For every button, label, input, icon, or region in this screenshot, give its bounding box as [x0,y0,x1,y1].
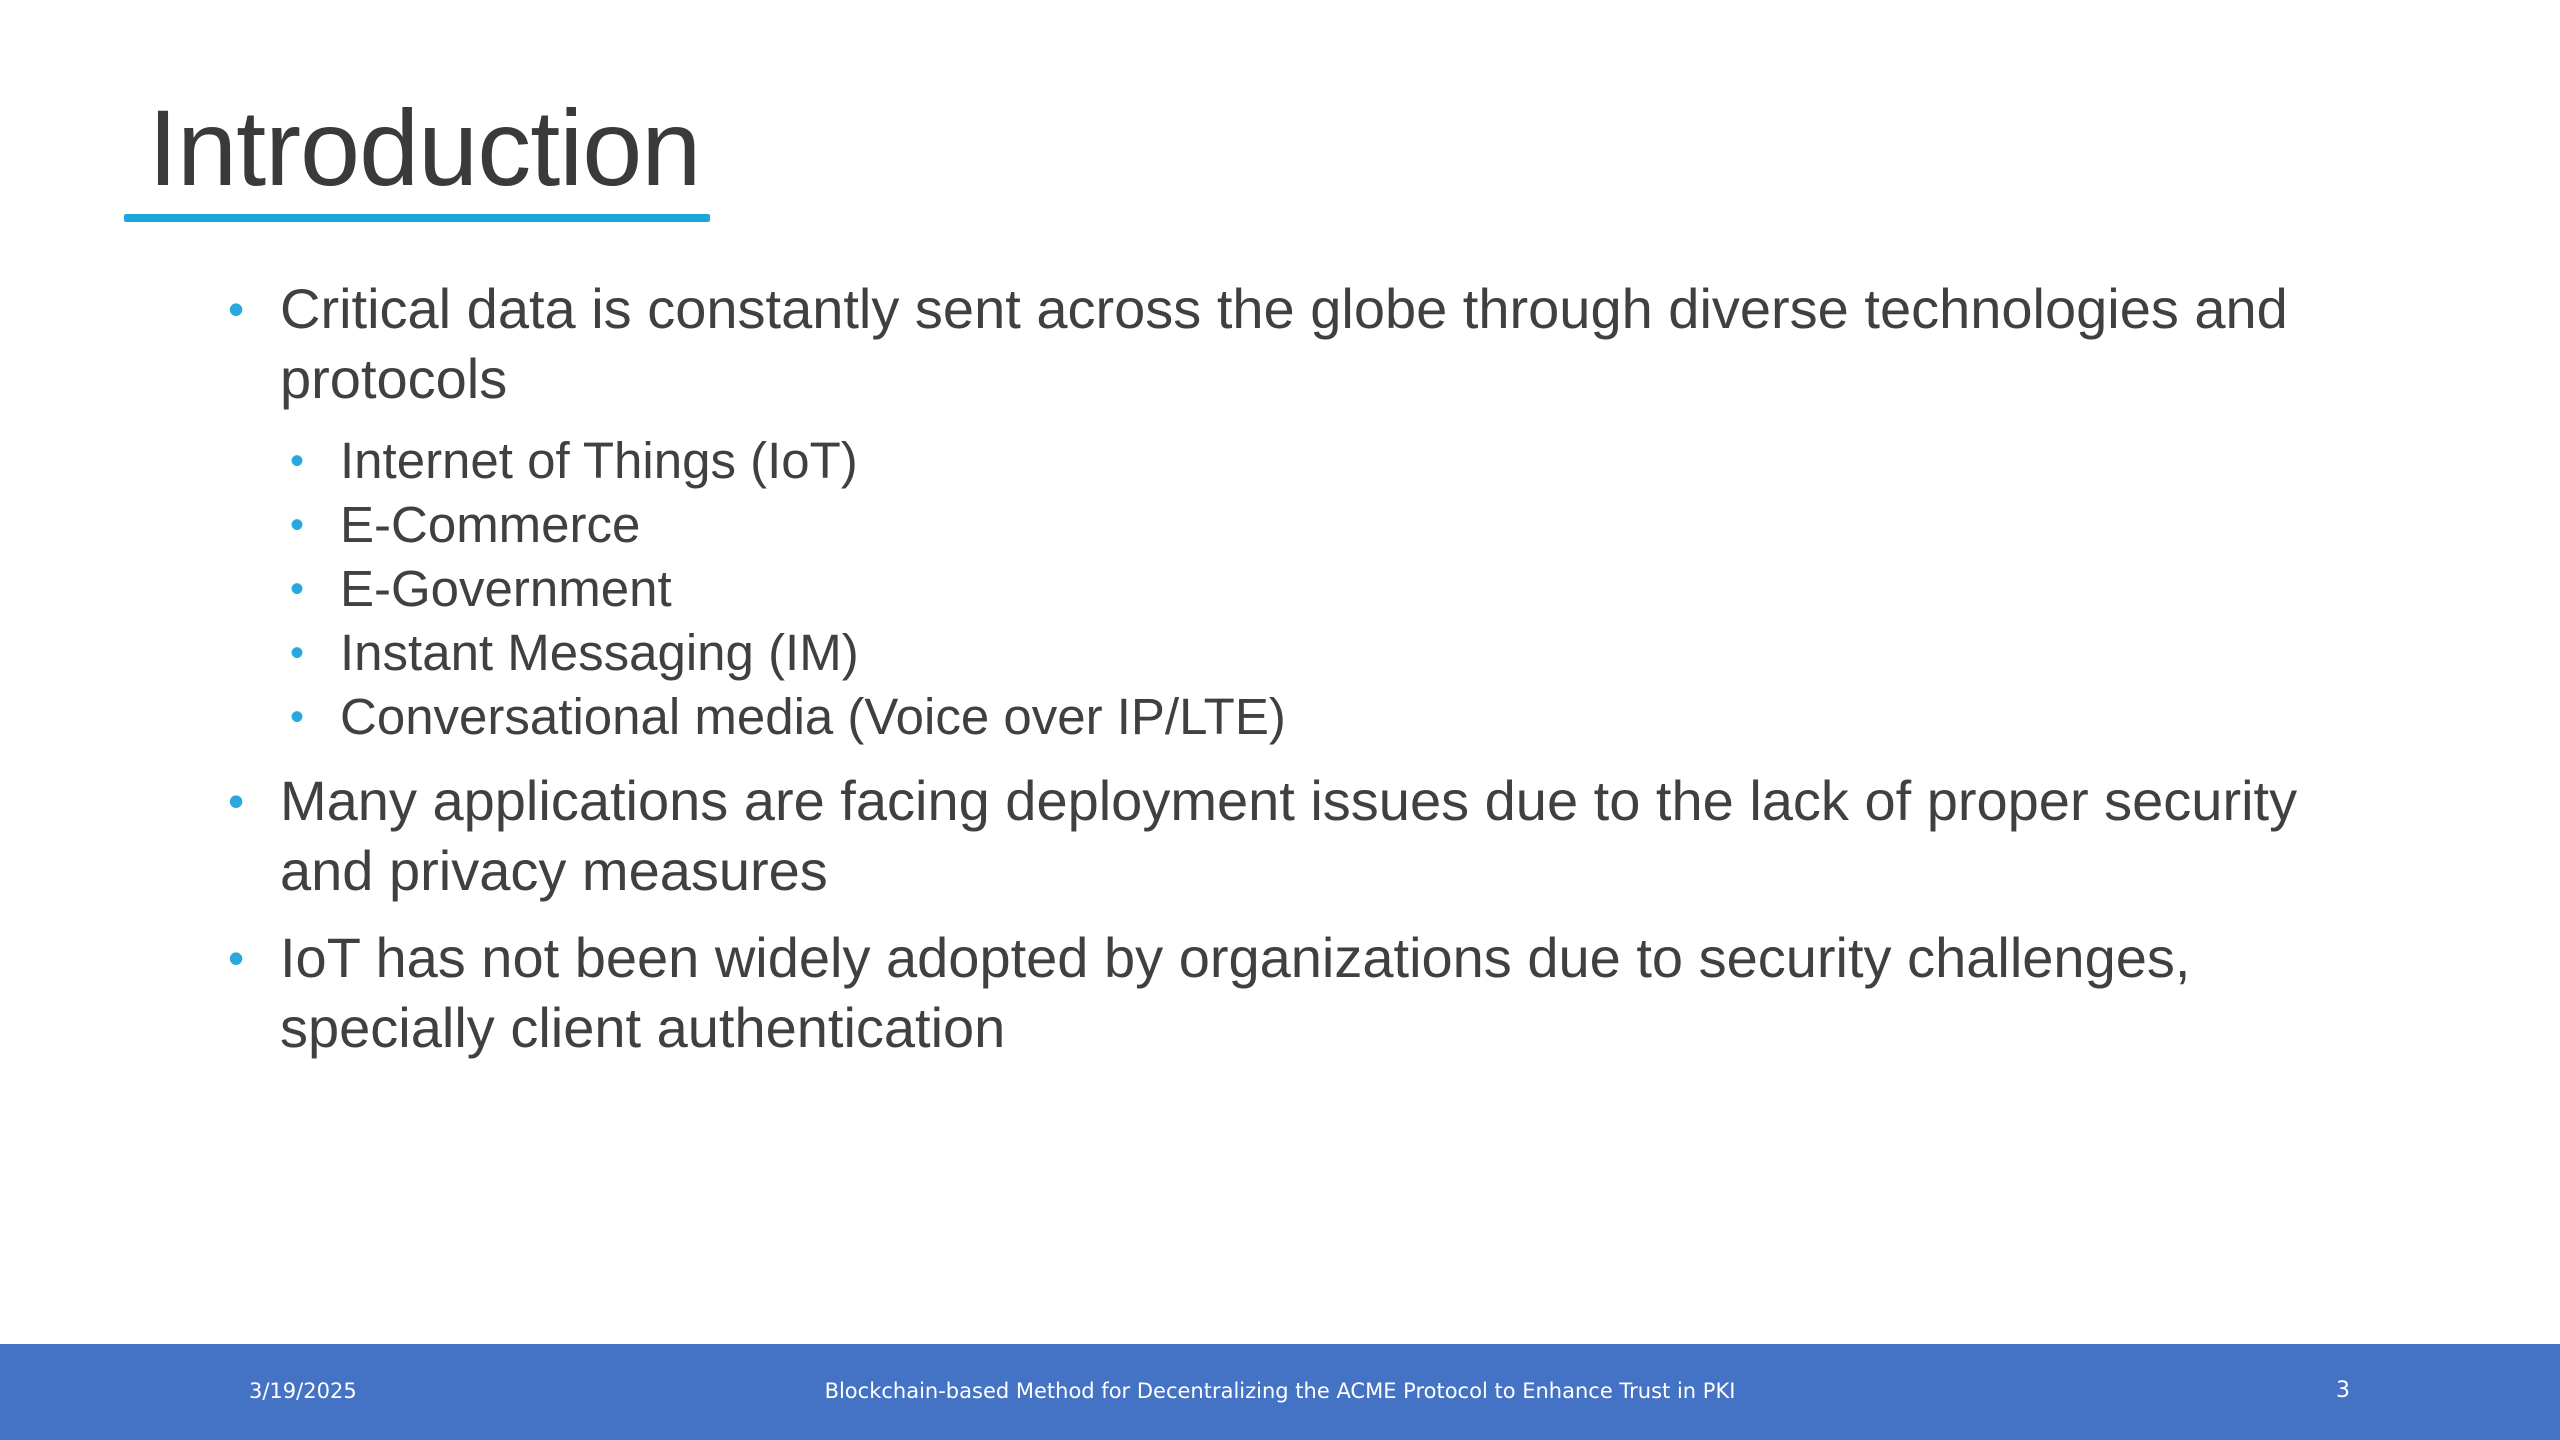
bullet-item-level-1 [228,274,2328,414]
bullet-text: Instant Messaging (IM) [340,624,859,681]
bullet-marker-icon: • [290,439,305,483]
bullet-item-level-2 [290,557,2190,621]
bullet-item-level-2 [290,621,2190,685]
bullet-marker-icon: • [228,283,245,335]
footer-date: 3/19/2025 [249,1379,357,1403]
bullet-text: IoT has not been widely adopted by organizations due to security challenges, specially client authentication [280,926,2191,1059]
bullet-item-level-1 [228,766,2328,906]
bullet-text: Many applications are facing deployment issues due to the lack of proper security and privacy measures [280,769,2298,902]
bullet-item-level-2 [290,429,2190,493]
slide-title: Introduction [148,87,701,208]
bullet-item-level-2 [290,685,2190,749]
bullet-item-level-2 [290,493,2190,557]
bullet-text: Conversational media (Voice over IP/LTE) [340,688,1286,745]
bullet-text: Internet of Things (IoT) [340,432,858,489]
bullet-marker-icon: • [228,932,245,984]
slide-footer [0,1344,2560,1440]
bullet-item-level-1 [228,923,2328,1063]
bullet-marker-icon: • [290,567,305,611]
bullet-text: E-Commerce [340,496,641,553]
title-underline [124,214,710,222]
bullet-marker-icon: • [290,695,305,739]
bullet-marker-icon: • [290,631,305,675]
bullet-text: E-Government [340,560,672,617]
bullet-marker-icon: • [228,775,245,827]
footer-presentation-title: Blockchain-based Method for Decentralizing the ACME Protocol to Enhance Trust in PKI [824,1379,1736,1403]
bullet-marker-icon: • [290,503,305,547]
bullet-text: Critical data is constantly sent across the globe through diverse technologies and protocols [280,277,2288,410]
footer-page-number: 3 [2336,1378,2350,1403]
